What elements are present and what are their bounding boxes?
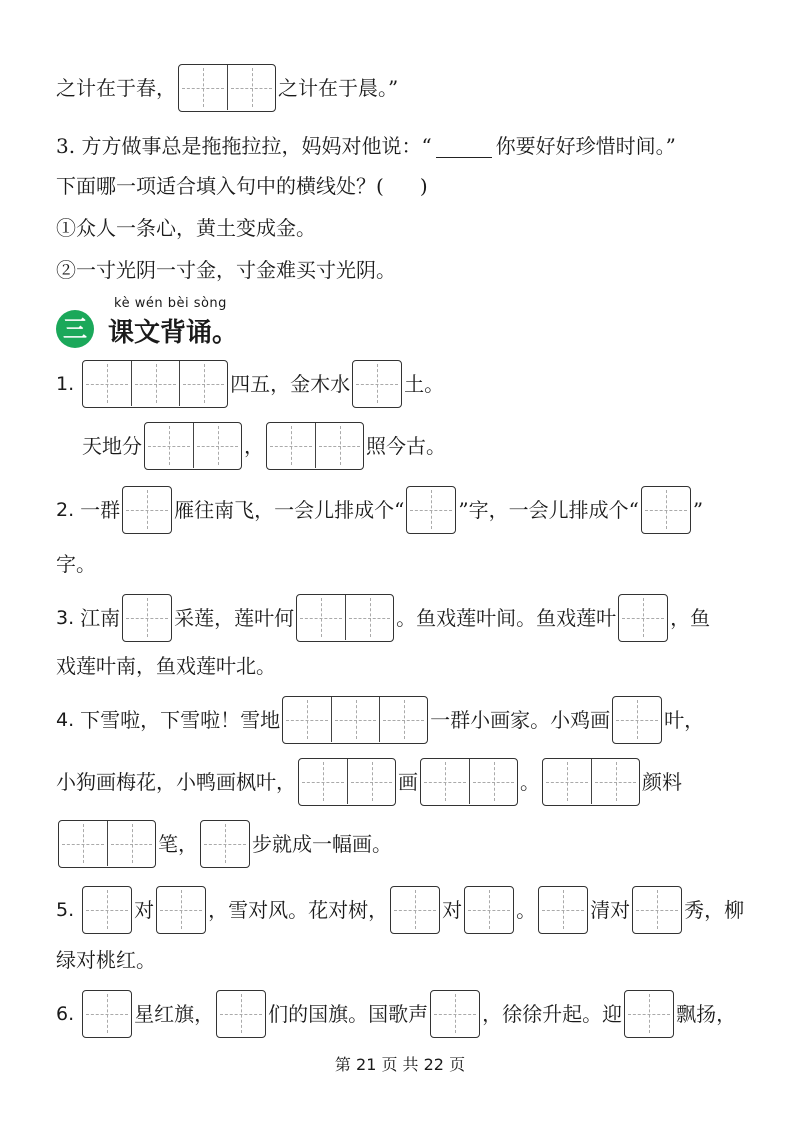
answer-grid[interactable] (144, 422, 242, 470)
text: ) (419, 174, 428, 198)
text: 3. 方方做事总是拖拖拉拉，妈妈对他说：“ (56, 134, 432, 158)
item-1-line-1 (56, 358, 760, 410)
text: 们的国旗。国歌声 (268, 1002, 429, 1026)
item-2-line-1 (56, 484, 760, 536)
answer-grid[interactable] (82, 886, 132, 934)
item-4-line-2 (56, 756, 760, 808)
text: ，徐徐升起。迎 (482, 1002, 623, 1026)
option-text: ①众人一条心，黄土变成金。 (56, 216, 316, 240)
answer-grid[interactable] (296, 594, 394, 642)
answer-grid[interactable] (282, 696, 428, 744)
item-4-line-3 (56, 818, 760, 870)
text: 字。 (56, 552, 96, 576)
item-6-line-1 (56, 988, 760, 1040)
option-text: ②一寸光阴一寸金，寸金难买寸光阴。 (56, 258, 396, 282)
section-pinyin: kè wén bèi sòng (114, 296, 227, 311)
answer-grid[interactable] (464, 886, 514, 934)
text: 。鱼戏莲叶间。鱼戏莲叶 (396, 606, 617, 630)
text: 雁往南飞，一会儿排成个“ (174, 498, 405, 522)
text: ”字，一会儿排成个“ (458, 498, 639, 522)
text: 步就成一幅画。 (252, 832, 392, 856)
answer-blank[interactable] (436, 135, 492, 158)
text: ， (244, 434, 264, 458)
text: 叶， (664, 708, 705, 732)
text: 江南 (80, 606, 121, 630)
text: 对 (442, 898, 463, 922)
answer-grid[interactable] (612, 696, 662, 744)
section-header (56, 294, 456, 354)
text: 下雪啦，下雪啦！雪地 (80, 708, 281, 732)
item-5-line-1 (56, 884, 760, 936)
text: 之计在于晨。” (278, 76, 399, 100)
answer-grid[interactable] (82, 990, 132, 1038)
answer-grid[interactable] (538, 886, 588, 934)
text: 一群小画家。小鸡画 (430, 708, 611, 732)
answer-grid[interactable] (618, 594, 668, 642)
text: 飘扬， (676, 1002, 737, 1026)
answer-grid[interactable] (352, 360, 402, 408)
answer-grid[interactable] (216, 990, 266, 1038)
answer-grid[interactable] (266, 422, 364, 470)
answer-grid[interactable] (122, 486, 172, 534)
text: 你要好好珍惜时间。” (495, 134, 676, 158)
fill-line-1 (56, 62, 760, 114)
answer-grid[interactable] (122, 594, 172, 642)
answer-grid[interactable] (542, 758, 640, 806)
item-number: 4. (56, 709, 75, 731)
text: 四五，金木水 (230, 372, 351, 396)
item-number: 5. (56, 899, 75, 921)
text: 一群 (80, 498, 121, 522)
item-number: 6. (56, 1003, 75, 1025)
text: 下面哪一项适合填入句中的横线处？( (56, 174, 384, 198)
page-footer: 第 21 页 共 22 页 (334, 1055, 466, 1074)
answer-grid[interactable] (200, 820, 250, 868)
answer-grid[interactable] (82, 360, 228, 408)
text: 画 (398, 770, 418, 794)
answer-grid[interactable] (641, 486, 691, 534)
item-4-line-1 (56, 694, 760, 746)
text: 星红旗， (134, 1002, 215, 1026)
text: ，雪对风。花对树， (208, 898, 389, 922)
text: 照今古。 (366, 434, 446, 458)
text: 对 (134, 898, 155, 922)
text: 。 (520, 770, 540, 794)
answer-grid[interactable] (624, 990, 674, 1038)
section-number-badge: 三 (56, 310, 94, 348)
answer-grid[interactable] (632, 886, 682, 934)
text: 清对 (590, 898, 631, 922)
answer-grid[interactable] (390, 886, 440, 934)
text: 之计在于春， (56, 76, 176, 100)
item-1-line-2 (82, 420, 760, 472)
option-2 (56, 244, 760, 296)
answer-grid[interactable] (156, 886, 206, 934)
text: 颜料 (642, 770, 682, 794)
text: 土。 (404, 372, 445, 396)
text: 绿对桃红。 (56, 948, 156, 972)
text: ” (692, 498, 704, 522)
answer-grid[interactable] (298, 758, 396, 806)
answer-grid[interactable] (406, 486, 456, 534)
item-3-line-1 (56, 592, 760, 644)
item-3-line-2 (56, 640, 760, 692)
text: 。 (516, 898, 537, 922)
section-title: 课文背诵。 (108, 318, 239, 348)
text: ，鱼 (670, 606, 711, 630)
item-2-line-2 (56, 538, 760, 590)
text: 笔， (158, 832, 198, 856)
answer-grid[interactable] (178, 64, 276, 112)
item-number: 3. (56, 607, 75, 629)
answer-grid[interactable] (58, 820, 156, 868)
answer-grid[interactable] (430, 990, 480, 1038)
item-number: 2. (56, 499, 75, 521)
text: 小狗画梅花，小鸭画枫叶， (56, 770, 296, 794)
item-number: 1. (56, 373, 75, 395)
answer-grid[interactable] (420, 758, 518, 806)
text: 天地分 (82, 434, 142, 458)
text: 采莲，莲叶何 (174, 606, 295, 630)
text: 戏莲叶南，鱼戏莲叶北。 (56, 654, 276, 678)
item-5-line-2 (56, 934, 760, 986)
text: 秀，柳 (684, 898, 745, 922)
